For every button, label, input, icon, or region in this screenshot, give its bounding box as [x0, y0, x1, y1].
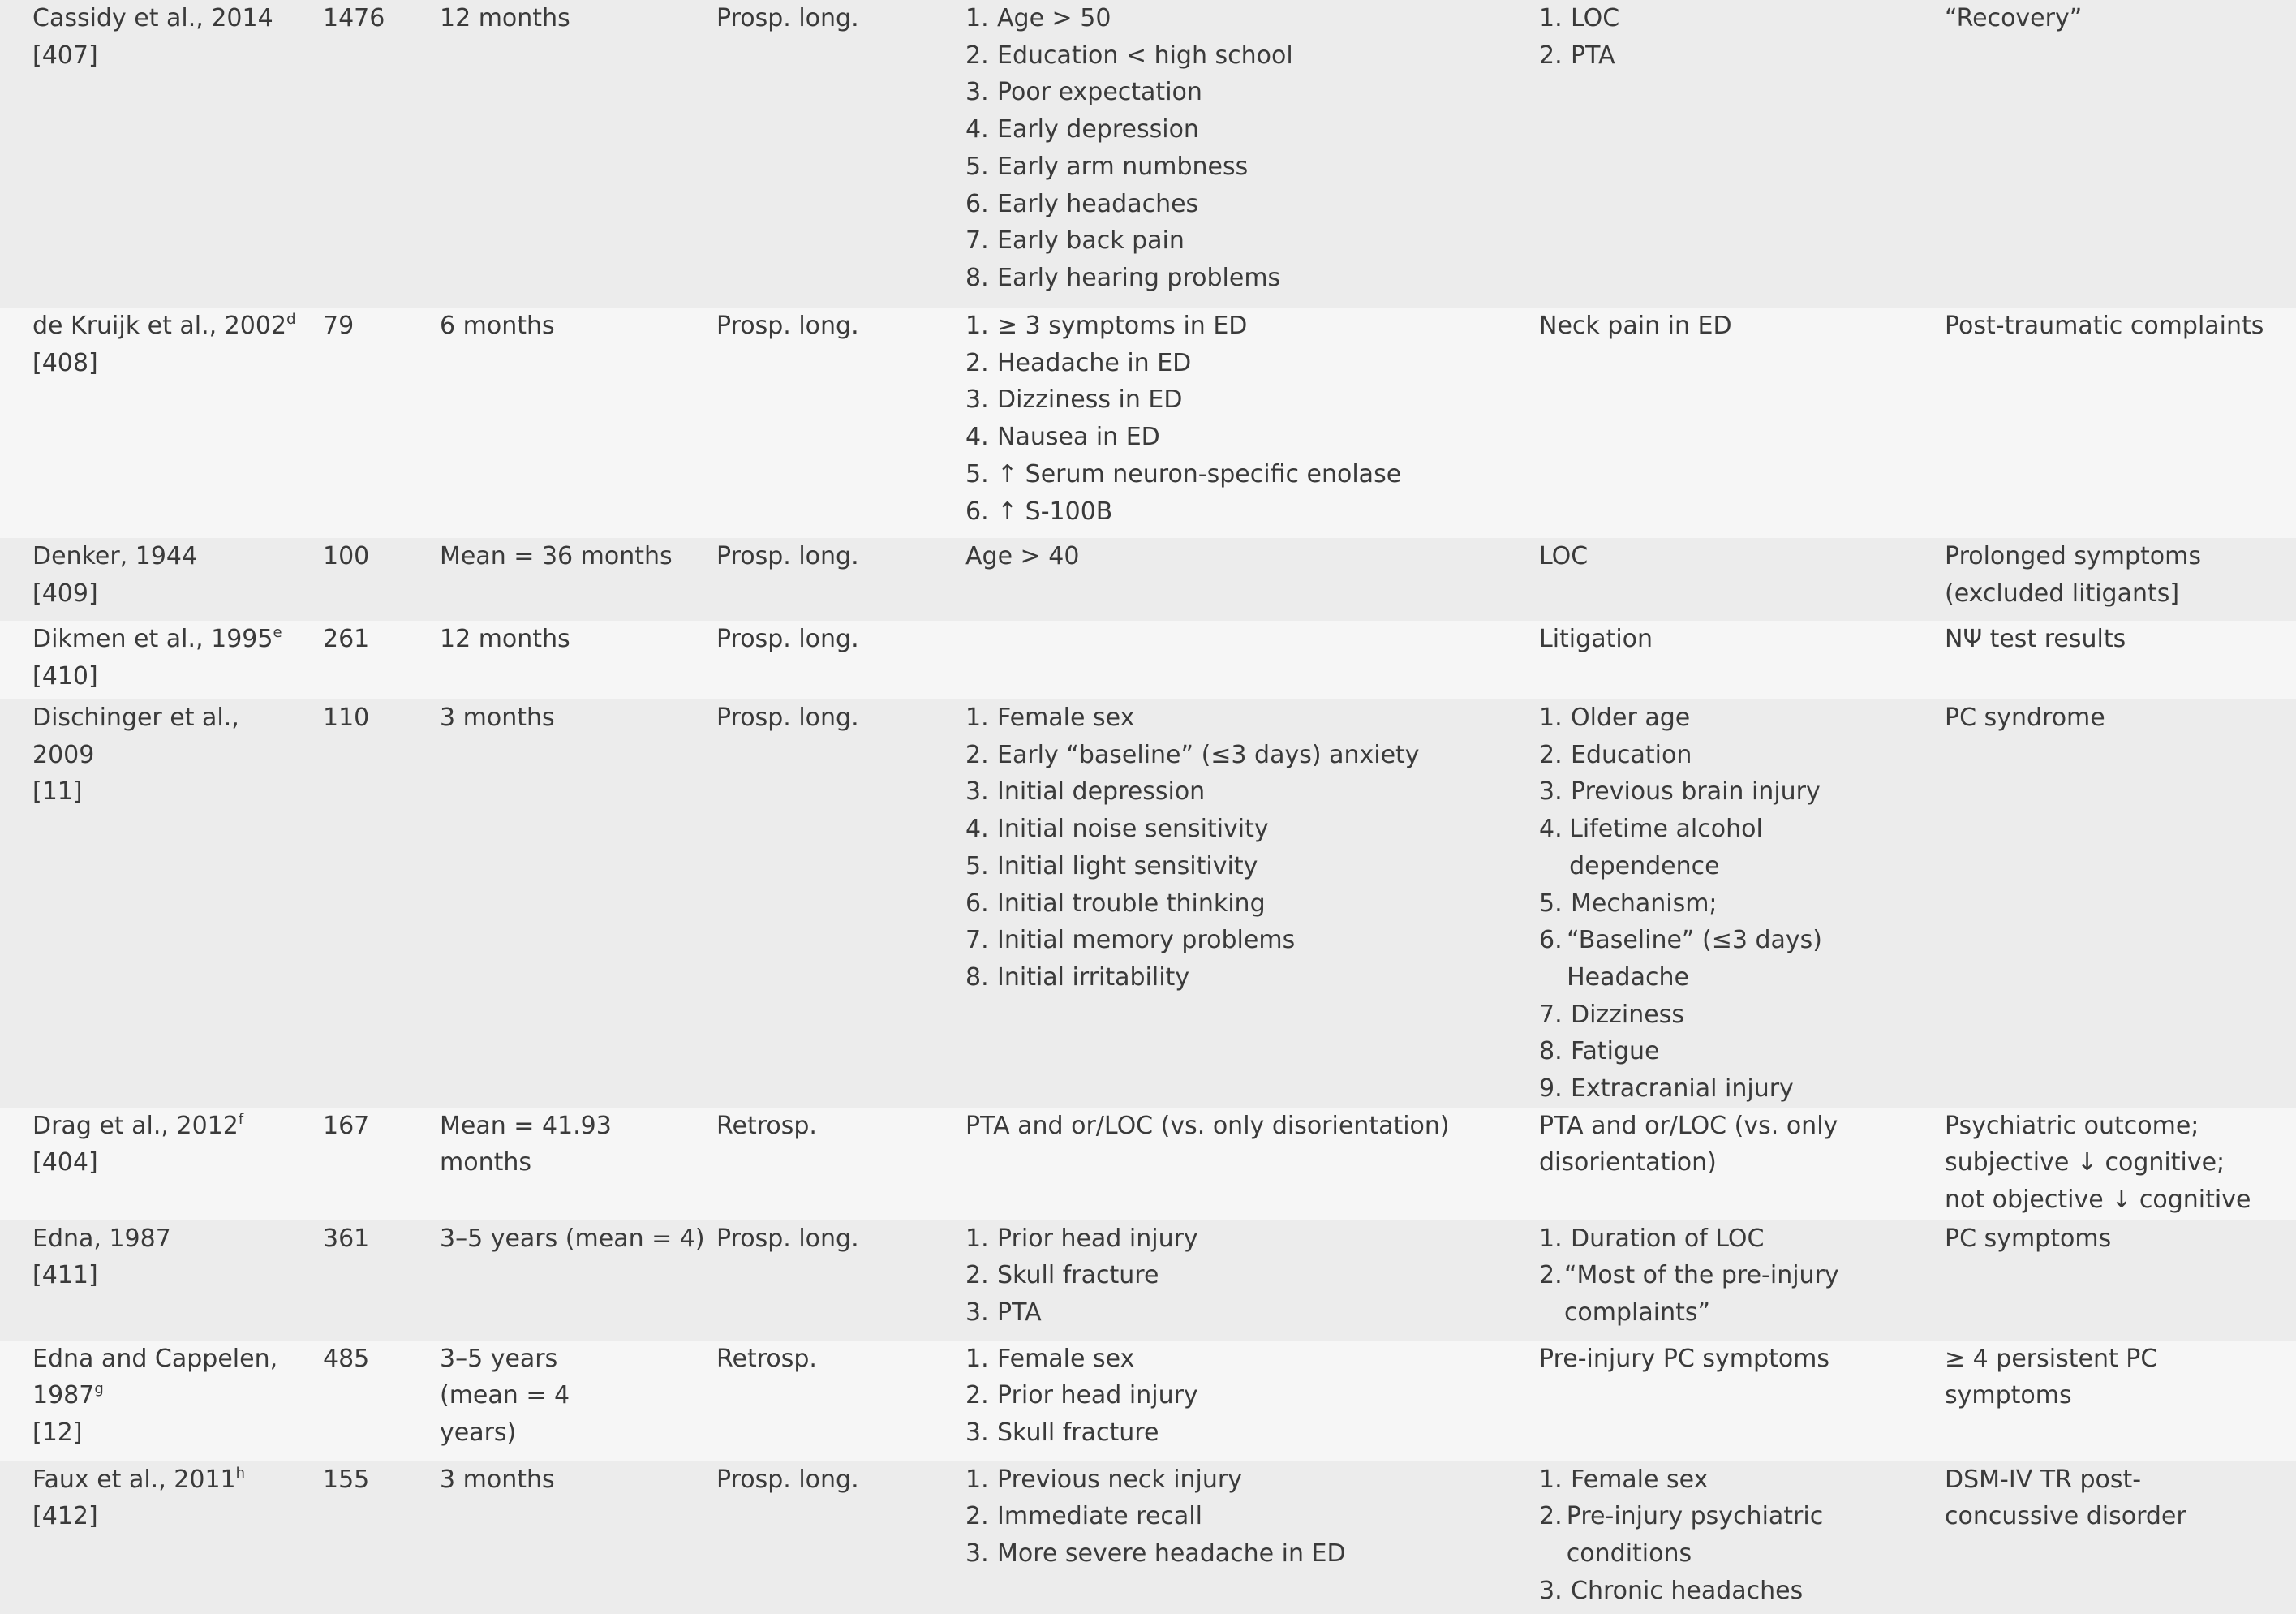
list-item-text: Early “baseline” (≤3 days) anxiety: [997, 740, 1420, 769]
list-item: [965, 260, 1539, 297]
design: Prosp. long.: [716, 312, 859, 340]
list-item-text: Female sex: [1571, 1465, 1709, 1494]
list-number: 6.: [1539, 926, 1563, 955]
list-item-text: Early arm numbness: [997, 152, 1249, 181]
predictors-cell: [965, 308, 1539, 538]
list-item-text: Fatigue: [1571, 1037, 1660, 1066]
design: Retrosp.: [716, 1344, 817, 1373]
list-number: 6.: [965, 889, 989, 918]
predictors-cell: [965, 699, 1539, 1108]
list-item: [965, 848, 1539, 885]
outcome: DSM-IV TR post-concussive disorder: [1945, 1465, 2186, 1531]
followup: Mean = 41.93 months: [440, 1111, 612, 1177]
study-name: Denker, 1944: [32, 542, 198, 570]
list-number: 2.: [1539, 1502, 1563, 1531]
list-item: [965, 699, 1539, 737]
list-item: [1539, 885, 1904, 923]
outcome-cell: [1945, 699, 2296, 1108]
footnote-marker: h: [235, 1464, 246, 1482]
list-number: 1.: [965, 1465, 989, 1494]
list-number: 4.: [965, 423, 989, 452]
design-cell: [716, 1341, 965, 1461]
followup-cell: [440, 308, 716, 538]
list-number: 1.: [1539, 704, 1563, 732]
predictors-cell: [965, 621, 1539, 699]
followup-cell: [440, 1108, 716, 1220]
sample-size: 155: [323, 1465, 370, 1494]
non-predictors-text: Pre-injury PC symptoms: [1539, 1344, 1830, 1373]
outcome-cell: [1945, 1461, 2296, 1614]
list-item: [965, 37, 1539, 75]
followup: 3 months: [440, 704, 555, 732]
list-item: [965, 222, 1539, 260]
sample-size: 110: [323, 704, 370, 732]
list-number: 1.: [965, 312, 989, 340]
sample-size: 485: [323, 1344, 370, 1373]
list-item-text: Duration of LOC: [1571, 1224, 1765, 1253]
followup-cell: [440, 0, 716, 308]
non-predictors-cell: [1539, 308, 1945, 538]
list-item-text: Previous neck injury: [997, 1465, 1242, 1494]
study-cell: [0, 1341, 323, 1461]
list-item-text: “Baseline” (≤3 days) Headache: [1567, 926, 1822, 992]
list-number: 2.: [965, 1261, 989, 1290]
study-cell: [0, 621, 323, 699]
study-ref: [404]: [32, 1148, 98, 1177]
design-cell: [716, 308, 965, 538]
study-cell: [0, 1108, 323, 1220]
list-number: 3.: [965, 1418, 989, 1448]
outcome: PC syndrome: [1945, 704, 2105, 732]
study-cell: [0, 538, 323, 621]
table-row: [0, 538, 2296, 621]
list-item-text: ↑ Serum neuron-specific enolase: [997, 459, 1402, 489]
list-item: [1539, 1498, 1904, 1572]
design: Retrosp.: [716, 1111, 817, 1140]
table-row: [0, 621, 2296, 699]
list-item: [965, 0, 1539, 37]
study-name: Faux et al., 2011: [32, 1465, 236, 1494]
sample-size-cell: [323, 308, 440, 538]
predictors-cell: [965, 1461, 1539, 1614]
table-row: [0, 699, 2296, 1108]
predictors-cell: [965, 1108, 1539, 1220]
list-item: [965, 456, 1539, 493]
list-number: 2.: [1539, 41, 1563, 70]
sample-size: 261: [323, 625, 370, 653]
predictors-cell: [965, 1220, 1539, 1341]
list-item-text: Headache in ED: [997, 348, 1192, 377]
study-name: Edna, 1987: [32, 1224, 171, 1253]
list-item: [1539, 37, 1904, 75]
non-predictors-cell: [1539, 1108, 1945, 1220]
list-number: 2.: [1539, 740, 1563, 769]
list-item: [1539, 1070, 1904, 1108]
list-item-text: Prior head injury: [997, 1381, 1198, 1410]
study-cell: [0, 1220, 323, 1341]
list-number: 6.: [965, 189, 989, 218]
list-item-text: Lifetime alcohol dependence: [1569, 815, 1763, 880]
list-number: 7.: [965, 926, 989, 955]
list-number: 3.: [965, 1298, 989, 1328]
non-predictors-text: Litigation: [1539, 625, 1653, 653]
list-item: [965, 493, 1539, 531]
list-number: 4.: [965, 115, 989, 144]
non-predictors-list: [1539, 699, 1904, 1108]
sample-size-cell: [323, 538, 440, 621]
list-item-text: Early depression: [997, 115, 1199, 144]
study-ref: [12]: [32, 1418, 83, 1448]
footnote-marker: g: [94, 1380, 104, 1398]
list-item-text: Early back pain: [997, 226, 1185, 256]
sample-size-cell: [323, 1461, 440, 1614]
list-item-text: Initial trouble thinking: [997, 889, 1266, 918]
non-predictors-cell: [1539, 1341, 1945, 1461]
outcome: “Recovery”: [1945, 4, 2083, 32]
study-name: Edna and Cappelen, 1987: [32, 1344, 278, 1410]
design: Prosp. long.: [716, 1465, 859, 1494]
sample-size: 100: [323, 542, 370, 570]
list-item: [1539, 0, 1904, 37]
predictors-text: Age > 40: [965, 542, 1080, 570]
study-ref: [410]: [32, 661, 98, 691]
outcome: Psychiatric outcome; subjective ↓ cognitive; not objective ↓ cognitive: [1945, 1111, 2251, 1215]
outcome-cell: [1945, 538, 2296, 621]
predictors-list: [965, 699, 1539, 996]
followup-cell: [440, 1341, 716, 1461]
sample-size: 361: [323, 1224, 370, 1253]
list-item: [965, 308, 1539, 345]
non-predictors-cell: [1539, 699, 1945, 1108]
list-number: 5.: [965, 152, 989, 181]
list-number: 1.: [1539, 1465, 1563, 1494]
design: Prosp. long.: [716, 625, 859, 653]
list-number: 2.: [965, 348, 989, 377]
followup: 3–5 years (mean = 4): [440, 1224, 705, 1253]
design-cell: [716, 538, 965, 621]
followup: Mean = 36 months: [440, 542, 673, 570]
design-cell: [716, 621, 965, 699]
list-number: 7.: [1539, 1000, 1563, 1029]
list-number: 3.: [1539, 777, 1563, 807]
list-number: 7.: [965, 226, 989, 256]
predictors-list: [965, 308, 1539, 530]
followup-cell: [440, 621, 716, 699]
design: Prosp. long.: [716, 1224, 859, 1253]
non-predictors-cell: [1539, 1220, 1945, 1341]
list-item-text: Education: [1571, 740, 1692, 769]
outcome-cell: [1945, 1220, 2296, 1341]
design-cell: [716, 1108, 965, 1220]
list-item-text: LOC: [1571, 4, 1620, 32]
list-item: [965, 1535, 1539, 1573]
list-item: [965, 345, 1539, 382]
predictors-cell: [965, 1341, 1539, 1461]
list-item-text: Chronic headaches: [1571, 1576, 1804, 1605]
list-item-text: Initial memory problems: [997, 926, 1296, 955]
list-item: [965, 186, 1539, 223]
list-item-text: ↑ S-100B: [997, 497, 1113, 526]
design: Prosp. long.: [716, 704, 859, 732]
followup-cell: [440, 1461, 716, 1614]
list-item-text: Older age: [1571, 704, 1691, 732]
list-number: 8.: [1539, 1037, 1563, 1066]
outcome-cell: [1945, 621, 2296, 699]
list-number: 8.: [965, 263, 989, 292]
study-name: Drag et al., 2012: [32, 1111, 239, 1140]
list-number: 5.: [1539, 889, 1563, 918]
study-ref: [409]: [32, 579, 98, 608]
list-item: [965, 1341, 1539, 1378]
study-cell: [0, 308, 323, 538]
list-item-text: ≥ 3 symptoms in ED: [997, 312, 1248, 340]
list-item-text: Poor expectation: [997, 78, 1202, 107]
non-predictors-cell: [1539, 538, 1945, 621]
list-item: [1539, 996, 1904, 1034]
study-ref: [408]: [32, 348, 98, 377]
sample-size-cell: [323, 1108, 440, 1220]
outcome: NΨ test results: [1945, 625, 2126, 653]
list-number: 3.: [965, 78, 989, 107]
non-predictors-text: LOC: [1539, 542, 1589, 570]
list-item-text: Previous brain injury: [1571, 777, 1821, 807]
predictors-text: PTA and or/LOC (vs. only disorientation): [965, 1111, 1450, 1140]
list-item: [965, 811, 1539, 848]
table-row: [0, 1341, 2296, 1461]
outcome: Post-traumatic complaints: [1945, 312, 2264, 340]
predictors-list: [965, 1461, 1539, 1573]
study-name: de Kruijk et al., 2002: [32, 312, 287, 340]
table-row: [0, 308, 2296, 538]
list-item-text: More severe headache in ED: [997, 1539, 1346, 1569]
list-number: 8.: [965, 962, 989, 992]
list-item-text: Early hearing problems: [997, 263, 1281, 292]
list-number: 1.: [965, 1344, 989, 1373]
study-cell: [0, 699, 323, 1108]
list-number: 2.: [965, 740, 989, 769]
footnote-marker: d: [286, 311, 296, 328]
design-cell: [716, 1461, 965, 1614]
list-item-text: Skull fracture: [997, 1261, 1159, 1290]
study-cell: [0, 1461, 323, 1614]
list-number: 3.: [1539, 1576, 1563, 1605]
non-predictors-cell: [1539, 621, 1945, 699]
list-number: 9.: [1539, 1074, 1563, 1104]
list-item-text: “Most of the pre-injury complaints”: [1563, 1261, 1839, 1328]
list-item-text: Education < high school: [997, 41, 1293, 70]
design-cell: [716, 1220, 965, 1341]
list-item: [965, 1220, 1539, 1258]
list-item: [1539, 922, 1904, 996]
list-item-text: Skull fracture: [997, 1418, 1159, 1448]
list-item-text: Prior head injury: [997, 1224, 1198, 1253]
list-item: [1539, 1573, 1904, 1610]
list-item-text: Early headaches: [997, 189, 1199, 218]
list-number: 1.: [1539, 4, 1563, 32]
list-number: 4.: [1539, 815, 1563, 844]
table-row: [0, 1220, 2296, 1341]
design: Prosp. long.: [716, 542, 859, 570]
list-item: [965, 74, 1539, 111]
design-cell: [716, 699, 965, 1108]
list-number: 1.: [965, 1224, 989, 1253]
list-item-text: Pre-injury psychiatric conditions: [1566, 1502, 1824, 1569]
design: Prosp. long.: [716, 4, 859, 32]
predictors-cell: [965, 0, 1539, 308]
list-item: [965, 885, 1539, 923]
list-item: [1539, 773, 1904, 811]
list-item: [965, 959, 1539, 996]
study-ref: [412]: [32, 1502, 98, 1531]
list-number: 3.: [965, 777, 989, 807]
sample-size-cell: [323, 1341, 440, 1461]
study-ref: [11]: [32, 777, 83, 807]
list-item-text: Nausea in ED: [997, 423, 1160, 452]
sample-size: 1476: [323, 4, 385, 32]
predictors-list: [965, 0, 1539, 297]
non-predictors-list: [1539, 1220, 1904, 1332]
list-item-text: Extracranial injury: [1571, 1074, 1794, 1104]
list-item-text: PTA: [1571, 41, 1615, 70]
list-number: 5.: [965, 459, 989, 489]
outcome-cell: [1945, 0, 2296, 308]
list-item: [1539, 1220, 1904, 1258]
list-number: 2.: [965, 1381, 989, 1410]
list-number: 5.: [965, 851, 989, 880]
followup: 6 months: [440, 312, 555, 340]
list-number: 6.: [965, 497, 989, 526]
table-row: [0, 0, 2296, 308]
list-item: [965, 419, 1539, 456]
non-predictors-cell: [1539, 0, 1945, 308]
table-row: [0, 1108, 2296, 1220]
list-item: [1539, 699, 1904, 737]
list-number: 4.: [965, 815, 989, 844]
followup-cell: [440, 1220, 716, 1341]
followup-cell: [440, 538, 716, 621]
outcome: ≥ 4 persistent PC symptoms: [1945, 1344, 2158, 1410]
study-name: Dikmen et al., 1995: [32, 625, 273, 653]
sample-size: 167: [323, 1111, 370, 1140]
outcome-cell: [1945, 308, 2296, 538]
list-item-text: Mechanism;: [1571, 889, 1718, 918]
non-predictors-text: Neck pain in ED: [1539, 312, 1732, 340]
list-item: [1539, 1461, 1904, 1499]
list-item-text: Initial light sensitivity: [997, 851, 1258, 880]
sample-size-cell: [323, 1220, 440, 1341]
outcome: PC symptoms: [1945, 1224, 2112, 1253]
footnote-marker: f: [238, 1110, 244, 1128]
list-item-text: Immediate recall: [997, 1502, 1202, 1531]
list-item-text: Age > 50: [997, 4, 1111, 32]
study-name: Dischinger et al., 2009: [32, 704, 239, 769]
outcome: Prolonged symptoms (excluded litigants]: [1945, 542, 2201, 608]
non-predictors-text: PTA and or/LOC (vs. only disorientation): [1539, 1111, 1838, 1177]
list-item-text: Initial noise sensitivity: [997, 815, 1269, 844]
list-item: [965, 1294, 1539, 1332]
predictors-list: [965, 1220, 1539, 1332]
sample-size: 79: [323, 312, 355, 340]
list-number: 2.: [1539, 1261, 1563, 1290]
list-item: [1539, 737, 1904, 774]
followup: 3–5 years (mean = 4 years): [440, 1344, 570, 1448]
followup: 3 months: [440, 1465, 555, 1494]
footnote-marker: e: [273, 624, 282, 641]
list-item-text: PTA: [997, 1298, 1042, 1328]
list-item: [965, 1257, 1539, 1294]
list-number: 3.: [965, 385, 989, 415]
list-item: [965, 1377, 1539, 1414]
list-item: [965, 1414, 1539, 1452]
non-predictors-cell: [1539, 1461, 1945, 1614]
list-item: [965, 1461, 1539, 1499]
predictors-list: [965, 1341, 1539, 1452]
list-item: [965, 737, 1539, 774]
list-number: 2.: [965, 1502, 989, 1531]
study-ref: [411]: [32, 1261, 98, 1290]
list-item-text: Female sex: [997, 1344, 1135, 1373]
non-predictors-list: [1539, 0, 1904, 74]
list-item-text: Female sex: [997, 704, 1135, 732]
list-item: [965, 111, 1539, 148]
list-item: [965, 381, 1539, 419]
design-cell: [716, 0, 965, 308]
outcome-cell: [1945, 1108, 2296, 1220]
list-number: 1.: [965, 704, 989, 732]
table-row: [0, 1461, 2296, 1614]
list-number: 1.: [965, 4, 989, 32]
followup-cell: [440, 699, 716, 1108]
list-item-text: Initial depression: [997, 777, 1206, 807]
list-item-text: Initial irritability: [997, 962, 1190, 992]
list-item: [1539, 811, 1904, 884]
predictors-cell: [965, 538, 1539, 621]
list-number: 2.: [965, 41, 989, 70]
outcome-cell: [1945, 1341, 2296, 1461]
sample-size-cell: [323, 621, 440, 699]
list-item: [965, 148, 1539, 186]
list-item-text: Dizziness in ED: [997, 385, 1183, 415]
list-item: [965, 922, 1539, 959]
followup: 12 months: [440, 4, 570, 32]
study-name: Cassidy et al., 2014 [407]: [32, 4, 273, 70]
study-cell: [0, 0, 323, 308]
sample-size-cell: [323, 0, 440, 308]
list-number: 3.: [965, 1539, 989, 1569]
list-item: [965, 773, 1539, 811]
non-predictors-list: [1539, 1461, 1904, 1610]
list-item: [965, 1498, 1539, 1535]
list-number: 1.: [1539, 1224, 1563, 1253]
list-item-text: Dizziness: [1571, 1000, 1684, 1029]
list-item: [1539, 1257, 1904, 1331]
list-item: [1539, 1033, 1904, 1070]
sample-size-cell: [323, 699, 440, 1108]
followup: 12 months: [440, 625, 570, 653]
